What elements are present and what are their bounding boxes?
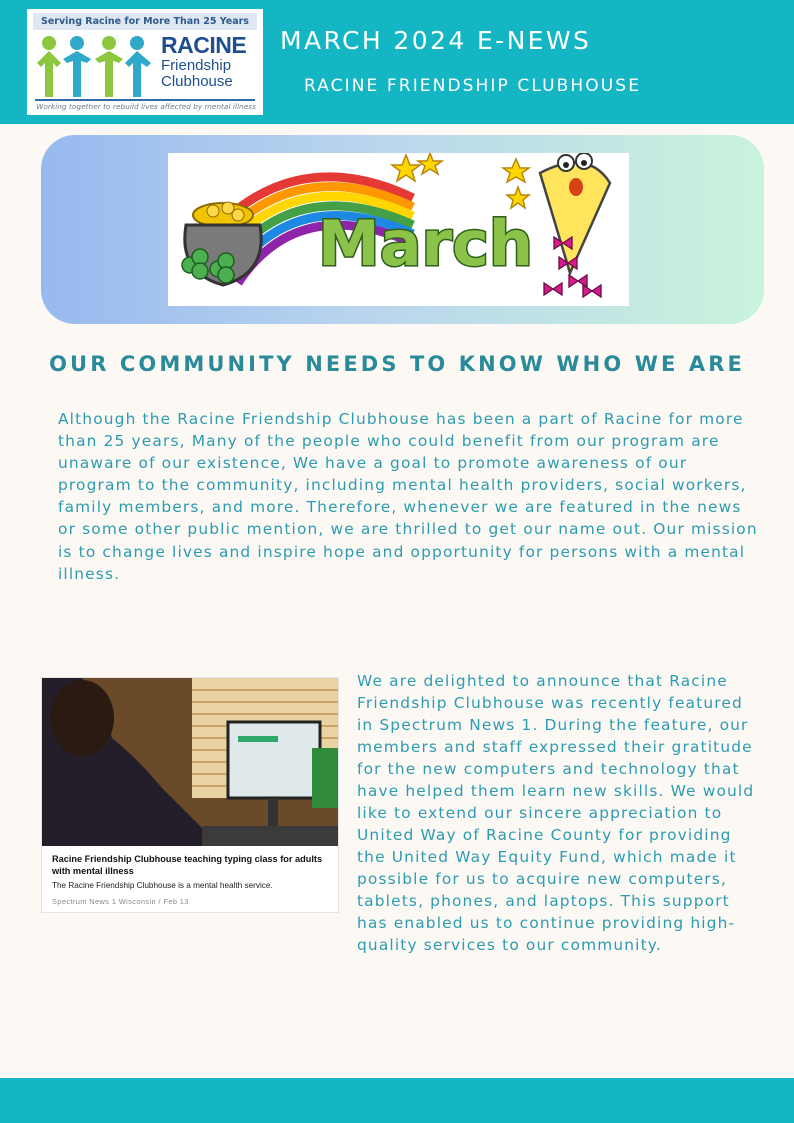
news-card[interactable] bbox=[41, 677, 339, 913]
footer-bar bbox=[0, 1078, 794, 1123]
logo-brand-friendship: Friendship bbox=[161, 57, 232, 74]
news-photo-drawing bbox=[42, 678, 339, 846]
people-figures-icon bbox=[33, 33, 159, 99]
header-bar bbox=[0, 0, 794, 124]
logo-slogan: Working together to rebuild lives affected by mental illness bbox=[36, 102, 256, 111]
news-source: Spectrum News 1 Wisconsin / Feb 13 bbox=[52, 897, 189, 906]
logo-brand-racine: RACINE bbox=[161, 32, 247, 58]
logo-divider bbox=[35, 99, 255, 101]
clubhouse-logo bbox=[27, 9, 263, 115]
section-heading: OUR COMMUNITY NEEDS TO KNOW WHO WE ARE bbox=[49, 352, 745, 376]
feature-paragraph: We are delighted to announce that Racine Friendship Clubhouse was recently featured in Spectrum News 1. During the feature, our members and staff expressed their gratitude for the new computers and technology that have helped them learn new skills. We would like to extend our sincere appreciation to United Way of Racine County for providing the United Way Equity Fund, which made it possible for us to acquire new computers, tablets, phones, and laptops. This support has enabled us to continue providing high-quality services to our community. bbox=[357, 672, 755, 954]
march-clipart bbox=[168, 153, 629, 306]
intro-paragraph: Although the Racine Friendship Clubhouse has been a part of Racine for more than 25 years, Many of the people who could benefit from our program are unaware of our existence, We have a goal to promote awareness of our program to the community, including mental health providers, social workers, family members, and more. Therefore, whenever we are featured in the news or some other public mention, we are thrilled to get our name out. Our mission is to change lives and inspire hope and opportunity for persons with a mental illness. bbox=[58, 410, 758, 583]
march-word: March bbox=[318, 207, 534, 280]
news-description: The Racine Friendship Clubhouse is a mental health service. bbox=[52, 881, 273, 890]
logo-brand-clubhouse: Clubhouse bbox=[161, 73, 233, 90]
news-photo bbox=[42, 678, 339, 846]
march-clipart-drawing bbox=[168, 153, 629, 306]
newsletter-title: MARCH 2024 E-NEWS bbox=[280, 26, 592, 55]
newsletter-subtitle: RACINE FRIENDSHIP CLUBHOUSE bbox=[304, 76, 642, 96]
news-headline[interactable]: Racine Friendship Clubhouse teaching typing class for adults with mental illness bbox=[52, 854, 323, 876]
logo-tagline: Serving Racine for More Than 25 Years bbox=[33, 13, 257, 30]
